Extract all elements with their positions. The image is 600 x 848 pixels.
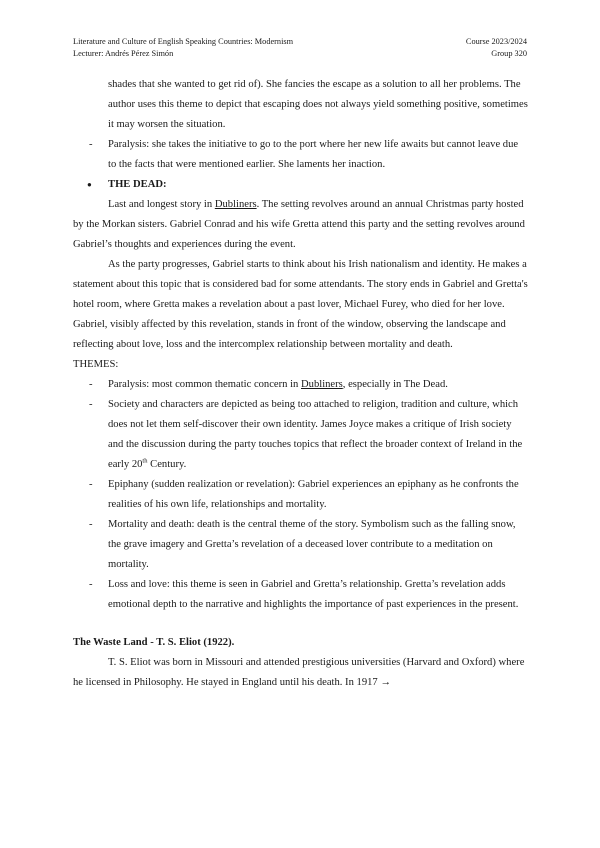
list-item: - Paralysis: she takes the initiative to go to the port where her new life awaits but cannot leave due to the facts that were mentioned earlier. She laments her inaction. [73,135,528,175]
course-title: Literature and Culture of English Speaking Countries: Modernism [73,37,294,46]
list-item: - Epiphany (sudden realization or revelation): Gabriel experiences an epiphany as he confronts the realities of his own life, relationships and mortality. [73,475,528,515]
lecturer: Lecturer: Andrés Pérez Simón [73,49,174,58]
the-dead-section [73,175,528,195]
list-item: - Paralysis: most common thematic concern in Dubliners, especially in The Dead. [73,375,528,395]
dubliners-link: Dubliners [214,199,257,210]
document-body [73,75,528,693]
course-year: Course 2023/2024 [465,37,527,46]
themes-list [73,375,528,615]
page-header [73,36,527,60]
the-dead-paragraph-2: As the party progresses, Gabriel starts to think about his Irish nationalism and identity. He makes a statement about this topic that is considered bad for some attendants. The story ends in Gabriel and Gretta's hotel room, where Gretta makes a revelation about a past lover, Michael Furey, who died for her love. Gabriel, visibly affected by this revelation, stands in front of the window, observing the landscape and reflecting about love, loss and the intercomplex relationship between mortality and death. [73,259,528,350]
group: Group 320 [491,49,527,58]
list-item: - Society and characters are depicted as being too attached to religion, tradition and culture, which does not let them self-discover their own identity. James Joyce makes a critique of Irish society and the discussion during the party touches topics that reflect the broader context of Ireland in the early 20th Century. [73,395,528,475]
waste-land-paragraph: T. S. Eliot was born in Missouri and attended prestigious universities (Harvard and Oxford) where he licensed in Philosophy. He stayed in England until his death. In 1917 → [73,657,525,688]
paralysis-list [73,135,528,175]
list-item: - Mortality and death: death is the central theme of the story. Symbolism such as the falling snow, the grave imagery and Gretta’s revelation of a deceased lover contribute to a meditation on mortality. [73,515,528,575]
the-dead-heading: ● THE DEAD: [73,175,528,195]
list-item: - Loss and love: this theme is seen in Gabriel and Gretta’s relationship. Gretta’s revelation adds emotional depth to the narrative and highlights the importance of past experiences in the present. [73,575,528,615]
themes-label: THEMES: [73,359,119,370]
dubliners-link: Dubliners [301,379,343,390]
the-dead-paragraph-1: Last and longest story in Dubliners. The setting revolves around an annual Christmas party hosted by the Morkan sisters. Gabriel Conrad and his wife Gretta attend this party and the setting revolves around Gabriel’s thoughts and experiences during the event. [73,199,525,250]
continuation-paragraph: shades that she wanted to get rid of). She fancies the escape as a solution to all her problems. The author uses this theme to depict that escaping does not always yield something positive, sometimes it may worsen the situation. [108,79,528,130]
waste-land-title: The Waste Land - T. S. Eliot (1922). [73,637,235,648]
